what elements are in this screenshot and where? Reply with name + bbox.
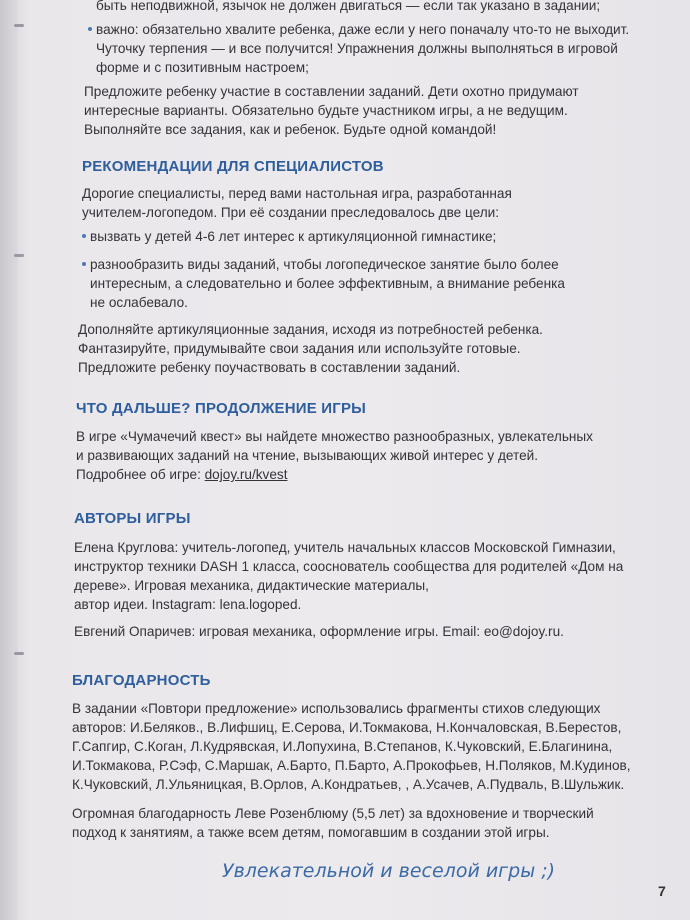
author-line: автор идеи. Instagram: lena.logoped.: [74, 597, 302, 612]
bullet-dot: [82, 234, 86, 238]
gratitude-line: Огромная благодарность Леве Розенблюму (5,5 лет) за вдохновение и творческий: [72, 806, 594, 821]
paragraph-line: учителем-логопедом. При её создании преследовалось две цели:: [82, 205, 500, 220]
bullet-dot: [88, 27, 92, 31]
bullet-dot: [82, 262, 86, 266]
thanks-line: Г.Сапгир, С.Коган, Л.Кудрявская, И.Лопухина, В.Степанов, К.Чуковский, Е.Благинина,: [72, 739, 613, 754]
bullet-line: Чуточку терпения — и все получится! Упражнения должны выполняться в игровой: [96, 41, 618, 56]
more-line: [76, 465, 287, 484]
paragraph-line: Дорогие специалисты, перед вами настольная игра, разработанная: [82, 186, 512, 201]
gratitude-line: подход к занятиям, а также всем детям, помогавшим в создании этой игры.: [72, 825, 550, 840]
thanks-line: К.Чуковский, Л.Ульяницкая, В.Орлов, А.Кондратьев, , А.Усачев, А.Пудваль, В.Шульжик.: [72, 777, 625, 792]
paragraph-line: Предложите ребенку поучаствовать в составлении заданий.: [78, 360, 461, 375]
paragraph-line: Фантазируйте, придумывайте свои задания или используйте готовые.: [78, 341, 521, 356]
paragraph-line: Выполняйте все задания, как и ребенок. Будьте одной командой!: [84, 122, 497, 137]
paragraph-line: Дополняйте артикуляционные задания, исходя из потребностей ребенка.: [78, 322, 543, 337]
thanks-line: авторов: И.Беляков., В.Лифшиц, Е.Серова, И.Токмакова, Н.Кончаловская, В.Берестов,: [72, 720, 622, 735]
section-heading-specialists: РЕКОМЕНДАЦИИ ДЛЯ СПЕЦИАЛИСТОВ: [82, 158, 384, 175]
thanks-line: В задании «Повтори предложение» использовались фрагменты стихов следующих: [72, 701, 601, 716]
section-heading-next: ЧТО ДАЛЬШЕ? ПРОДОЛЖЕНИЕ ИГРЫ: [76, 400, 367, 417]
author-line: инструктор техники DASH 1 класса, сооснователь сообщества для родителей «Дом на: [74, 559, 624, 574]
paragraph-line: Предложите ребенку участие в составлении заданий. Дети охотно придумают: [84, 84, 579, 99]
author-line: Евгений Опаричев: игровая механика, оформление игры. Email: eo@dojoy.ru.: [74, 624, 564, 639]
bullet-line: форме и с позитивным настроем;: [96, 60, 309, 75]
bullet-line: важно: обязательно хвалите ребенка, даже если у него поначалу что-то не выходит.: [96, 22, 630, 37]
bullet-line: вызвать у детей 4-6 лет интерес к артикуляционной гимнастике;: [90, 229, 497, 244]
paragraph-line: В игре «Чумачечий квест» вы найдете множество разнообразных, увлекательных: [76, 429, 593, 444]
bullet-line: не ослабевало.: [90, 295, 188, 310]
closing-wish: Увлекательной и веселой игры ;): [222, 860, 556, 882]
page-number: 7: [658, 883, 666, 899]
bullet-line: интересным, а следовательно и более эффективным, а внимание ребенка: [90, 276, 565, 291]
section-heading-authors: АВТОРЫ ИГРЫ: [74, 510, 191, 527]
section-heading-thanks: БЛАГОДАРНОСТЬ: [72, 672, 211, 689]
author-line: Елена Круглова: учитель-логопед, учитель начальных классов Московской Гимназии,: [74, 540, 616, 555]
game-link[interactable]: dojoy.ru/kvest: [204, 467, 288, 482]
paragraph-line: интересные варианты. Обязательно будьте участником игры, а не ведущим.: [84, 103, 568, 118]
more-label: Подробнее об игре:: [76, 467, 205, 482]
bullet-line: разнообразить виды заданий, чтобы логопедическое занятие было более: [90, 257, 559, 272]
thanks-line: И.Токмакова, Р.Сэф, С.Маршак, А.Барто, П.Барто, А.Прокофьев, Н.Поляков, М.Кудинов,: [72, 758, 631, 773]
author-line: дереве». Игровая механика, дидактические материалы,: [74, 578, 429, 593]
paragraph-line: и развивающих заданий на чтение, вызывающих живой интерес у детей.: [76, 448, 538, 463]
cut-line: быть неподвижной, язычок не должен двигаться — если так указано в задании;: [96, 0, 601, 13]
